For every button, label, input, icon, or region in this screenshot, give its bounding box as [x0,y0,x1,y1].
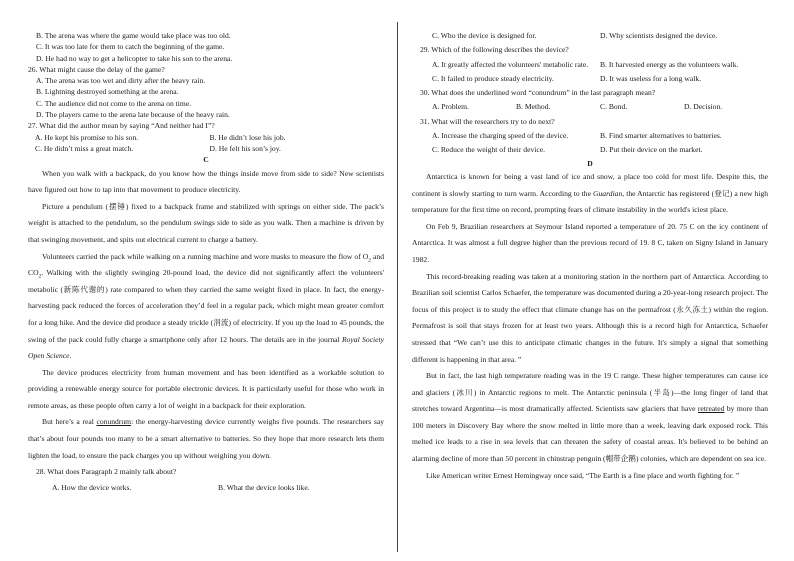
passage-c-paragraph-2 [28,199,384,249]
q27-options-row2 [28,143,384,154]
q31-stem: 31. What will the researchers try to do next? [420,116,555,126]
passage-c-p3-text-b: and CO [28,251,384,278]
passage-c-paragraph-5 [28,414,384,464]
passage-c-p3-text-a: Volunteers carried the pack while walking on a running machine and wore masks to measure the flow of O [42,251,369,261]
q28-options-row1 [28,482,384,493]
q25-option-b: B. The arena was where the game would take place was too old. [36,31,231,40]
q28-option-c: C. Who the device is designed for. [432,31,537,40]
q26-option-a: A. The arena was too wet and dirty after the heavy rain. [36,76,206,86]
section-d-heading: D [587,158,593,168]
passage-c-p4-text: The device produces electricity from human movement and has been identified as a workable solution to providing a renewable energy source for portable electronic devices. It is particularly useful for those who work in remote areas, as these people often carry a lot of weight in a backpack for their exploration. [28,367,384,410]
q28-option-b: B. What the device looks like. [218,482,310,492]
q25-option-d: D. He had no way to get a helicopter to take his son to the arena. [36,53,233,63]
passage-d-paragraph-4 [412,368,768,468]
underlined-word-retreated: retreated [697,404,725,414]
section-c-heading: C [203,155,209,165]
passage-d-p3-text: This record-breaking reading was taken at a monitoring station in the northern part of Antarctica. According to Brazilian soil scientist Carlos Schaefer, the temperature was documented during a 20-year-long research project. The focus of this project is to study the effect that climate change has on the permafrost (永久冻土) within the region. Permafrost is soil that stays frozen for at least two years. Although this is a record high for Antarctica, Schaefer stressed that “We can’t use this to anticipate climatic changes in the future. It's simply a signal that something different is happening in that area. ” [412,271,768,364]
q30-stem: 30. What does the underlined word “conundrum” in the last paragraph mean? [420,88,656,98]
passage-d-paragraph-3 [412,269,768,369]
q31-options-row1 [412,130,768,141]
q28-options-row2 [412,30,768,41]
q29-stem: 29. Which of the following describes the device? [420,45,569,55]
q26-option-b: B. Lightning destroyed something at the arena. [36,87,179,97]
passage-c-p5-text-b: : the energy-harvesting device currently weighs five pounds. The researchers say that’s about four pounds too many to be a smart alternative to batteries. So they hope that more research lets them lighten the load, to ensure the pack charges you up without weighing you down. [28,417,385,460]
passage-d-p1-text-a: Antarctica is known for being a vast land of ice and snow, a place too cold for most life. Despite this, the continent is slowly starting to turn warm. According to the [412,171,768,198]
source-guardian: Guardian [593,188,623,198]
passage-d-p4-text-b: by more than 100 meters in Discovery Bay where the snow melted in little more than a week, leaving dark exposed rock. This melted ice leads to a rise in sea levels that can threaten the safety of coastal areas. It's believed to be behind an alarming decline of more than 50 percent in chinstrap penguin (帽带企鹅) colonies, which are dependent on sea ice. [412,404,768,464]
q31-option-d: D. Put their device on the market. [600,145,703,155]
q27-stem: 27. What did the author mean by saying “And neither had I”? [28,121,215,131]
q27-option-b: B. He didn’t lose his job. [209,132,286,142]
q31-options-row2 [412,144,768,155]
passage-c-paragraph-1 [28,166,384,199]
passage-c-p1-text: When you walk with a backpack, do you know how the things inside move from side to side? New scientists have figured out how to tap into that movement to produce electricity. [28,168,384,195]
passage-d-paragraph-2 [412,219,768,269]
underlined-word-conundrum: conundrum [96,417,132,427]
q29-options-row1 [412,59,768,70]
q29-option-c: C. It failed to produce steady electricity. [432,73,554,83]
q27-options-row1 [28,132,384,143]
q30-option-b: B. Method. [516,102,551,112]
passage-c-p5-text-a: But here’s a real [42,417,97,427]
passage-d-p2-text: On Feb 9, Brazilian researchers at Seymour Island reported a temperature of 20. 75 C on the icy continent of Antarctica. It was almost a full degree higher than the previous record of 19. 8 C, taken on Signy Island in January 1982. [412,221,768,264]
journal-name: Royal Society Open Science [28,334,384,361]
q29-option-d: D. It was useless for a long walk. [600,73,702,83]
q27-option-c: C. He didn’t miss a great match. [35,143,134,153]
q28-option-a: A. How the device works. [52,482,132,492]
right-column [412,30,768,484]
q29-option-a: A. It greatly affected the volunteers' metabolic rate. [432,59,589,69]
q30-option-c: C. Bond. [600,102,628,112]
q26-stem: 26. What might cause the delay of the game? [28,64,165,74]
passage-c-p3-text-c: . Walking with the slightly swinging 20-pound load, the device did not significantly affect the volunteers' metabolic (新陈代谢的) rate compared to when they carried the same weight fixed in place. In fact, the energy-harvesting pack reduced the forces of acceleration they’d feel in a regular pack, which might mean greater comfort for a long hike. And the device did produce a steady trickle (涓流) of electricity. If you up the load to 45 pounds, the swing of the pack could fully charge a smartphone only after 12 hours. The details are in the journal [28,268,384,344]
q30-option-d: D. Decision. [684,102,723,112]
passage-d-paragraph-5 [412,468,768,485]
passage-c-paragraph-3 [28,249,384,365]
q31-option-c: C. Reduce the weight of their device. [432,145,546,155]
q30-option-a: A. Problem. [432,102,469,112]
q28-option-d: D. Why scientists designed the device. [600,31,718,40]
q25-option-c: C. It was too late for them to catch the beginning of the game. [36,42,225,52]
co2-subscript: 2 [38,273,42,280]
o2-subscript: 2 [368,257,372,264]
passage-c-p3-end: . [69,351,72,361]
q27-option-a: A. He kept his promise to his son. [35,132,139,142]
passage-d-p1-text-b: , the Antarctic has registered (登记) a new high temperature for the first time on record, prompting fears of climate instability in the world's iciest place. [412,188,768,215]
q28-stem: 28. What does Paragraph 2 mainly talk about? [36,467,177,477]
left-column [28,30,384,493]
q26-option-c: C. The audience did not come to the arena on time. [36,98,192,108]
passage-d-p5-text: Like American writer Ernest Hemingway once said, “The Earth is a fine place and worth fighting for. ” [426,470,740,480]
column-divider [397,22,398,552]
q29-option-b: B. It harvested energy as the volunteers walk. [600,59,739,69]
passage-d-paragraph-1 [412,169,768,219]
q27-option-d: D. He felt his son’s joy. [209,143,281,153]
passage-c-p2-text: Picture a pendulum (摆锤) fixed to a backpack frame and stabilized with springs on either side. The pack’s weight is attached to the pendulum, so the pendulum swings side to side as you walk. Then a machine is driven by that swinging movement, and spits out electrical current to charge a battery. [28,201,384,244]
passage-c-paragraph-4 [28,365,384,415]
q26-option-d: D. The players came to the arena late because of the heavy rain. [36,110,230,120]
q31-option-b: B. Find smarter alternatives to batteries. [600,131,722,141]
q31-option-a: A. Increase the charging speed of the device. [432,131,569,141]
passage-d-p4-text-a: But in fact, the last high temperature reading was in the 19 C range. These higher temperatures can cause ice and glaciers (冰川) in Antarctic regions to melt. The Antarctic peninsula (半岛)—the long finger of land that stretches toward Argentina—is most dramatically affected. Scientists saw glaciers that have [412,371,768,414]
q30-options [412,101,768,112]
q29-options-row2 [412,73,768,84]
